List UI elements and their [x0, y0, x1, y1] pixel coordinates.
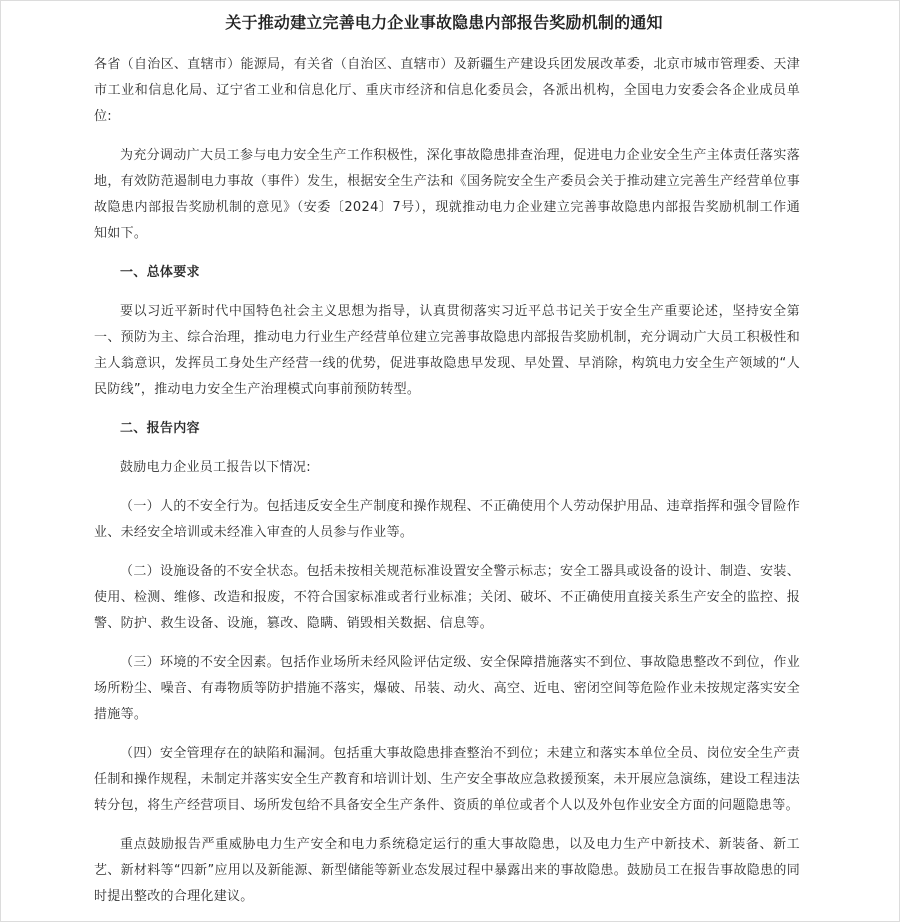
intro-paragraph: 为充分调动广大员工参与电力安全生产工作积极性，深化事故隐患排查治理，促进电力企业安全生产主体责任落实落地，有效防范遏制电力事故（事件）发生，根据安全生产法和《国务院安全生产委员会关于推动建立完善生产经营单位事故隐患内部报告奖励机制的意见》（安委〔2024〕7号），现就推动电力企业建立完善事故隐患内部报告奖励机制工作通知如下。 — [94, 148, 800, 241]
report-item-unsafe-environment: （三）环境的不安全因素。包括作业场所未经风险评估定级、安全保障措施落实不到位、事故隐患整改不到位，作业场所粉尘、噪音、有毒物质等防护措施不落实，爆破、吊装、动火、高空、近电、密闭空间等危险作业未按规定落实安全措施等。 — [94, 655, 800, 722]
notice-document — [94, 10, 800, 910]
report-content-closing: 重点鼓励报告严重威胁电力生产安全和电力系统稳定运行的重大事故隐患，以及电力生产中新技术、新装备、新工艺、新材料等“四新”应用以及新能源、新型储能等新业态发展过程中暴露出来的事故隐患。鼓励员工在报告事故隐患的同时提出整改的合理化建议。 — [94, 837, 800, 904]
section-heading-report-content: 二、报告内容 — [120, 421, 200, 436]
report-item-management-defects: （四）安全管理存在的缺陷和漏洞。包括重大事故隐患排查整治不到位；未建立和落实本单位全员、岗位安全生产责任制和操作规程，未制定并落实安全生产教育和培训计划、生产安全事故应急救援预案，未开展应急演练，建设工程违法转分包，将生产经营项目、场所发包给不具备安全生产条件、资质的单位或者个人以及外包作业安全方面的问题隐患等。 — [94, 746, 800, 813]
report-item-unsafe-behavior: （一）人的不安全行为。包括违反安全生产制度和操作规程、不正确使用个人劳动保护用品、违章指挥和强令冒险作业、未经安全培训或未经准入审查的人员参与作业等。 — [94, 499, 800, 540]
report-content-lead: 鼓励电力企业员工报告以下情况: — [120, 460, 311, 475]
general-requirements-paragraph: 要以习近平新时代中国特色社会主义思想为指导，认真贯彻落实习近平总书记关于安全生产重要论述，坚持安全第一、预防为主、综合治理，推动电力行业生产经营单位建立完善事故隐患内部报告奖励机制，充分调动广大员工积极性和主人翁意识，发挥员工身处生产经营一线的优势，促进事故隐患早发现、早处置、早消除，构筑电力安全生产领域的“人民防线”，推动电力安全生产治理模式向事前预防转型。 — [94, 304, 800, 397]
salutation: 各省（自治区、直辖市）能源局，有关省（自治区、直辖市）及新疆生产建设兵团发展改革委，北京市城市管理委、天津市工业和信息化局、辽宁省工业和信息化厅、重庆市经济和信息化委员会，各派出机构，全国电力安委会各企业成员单位: — [94, 57, 800, 124]
document-title: 关于推动建立完善电力企业事故隐患内部报告奖励机制的通知 — [225, 13, 663, 32]
report-item-unsafe-equipment: （二）设施设备的不安全状态。包括未按相关规范标准设置安全警示标志；安全工器具或设备的设计、制造、安装、使用、检测、维修、改造和报废，不符合国家标准或者行业标准；关闭、破坏、不正确使用直接关系生产安全的监控、报警、防护、救生设备、设施，篡改、隐瞒、销毁相关数据、信息等。 — [94, 564, 800, 631]
section-heading-general-requirements: 一、总体要求 — [120, 265, 200, 280]
